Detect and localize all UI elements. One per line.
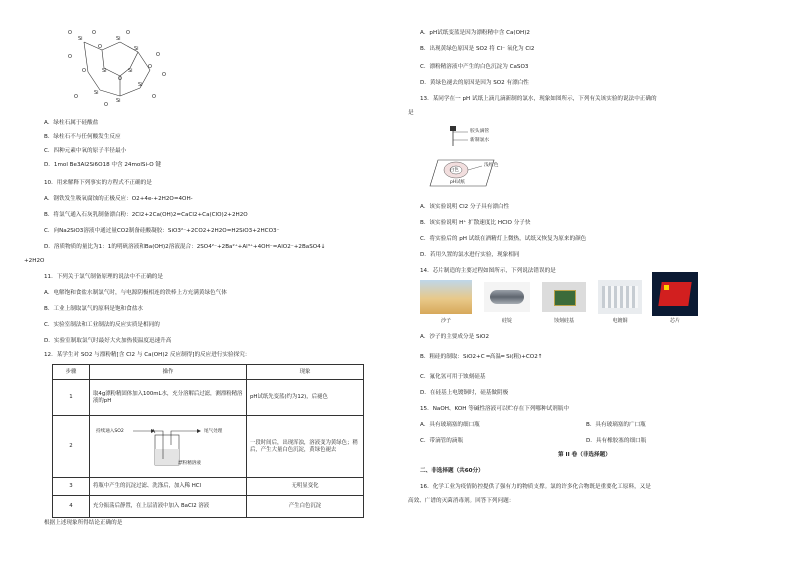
svg-text:O: O <box>148 64 152 70</box>
q10-option-d: D．溶质物质的量比为1：1的明矾溶液和Ba(OH)2溶液混合：2SO4²⁻+2Ba²⁺+Al³⁺+4OH⁻=AlO2⁻+2BaSO4↓ <box>44 244 326 250</box>
label-copper-plating: 电镀铜 <box>612 318 628 324</box>
q16-stem: 16．化学工业为疫情防控提供了强有力的物质支撑。氯的许多化合物既是重要化工原料，又是 <box>420 484 651 490</box>
q13-stem: 13．某同学在一 pH 试纸上滴几滴新制的氯水，现象如图所示，下列有关该实验的说法中正确的 <box>420 96 657 102</box>
svg-text:O: O <box>162 72 166 78</box>
svg-text:O: O <box>156 52 160 58</box>
silicon-ingot-image <box>484 282 530 312</box>
label-chip: 芯片 <box>669 318 680 324</box>
fig-water-label: 新制氯水 <box>470 138 490 143</box>
q15-option-d: D．具有橡胶塞的细口瓶 <box>586 438 647 444</box>
q14-option-d: D．在硅基上电镀铜时，硅基做阴极 <box>420 390 509 396</box>
table-row <box>53 496 364 518</box>
q9-option-b: B．绿柱石不与任何酸发生反应 <box>44 134 121 140</box>
q11-option-b: B．工业上制取氯气的原料是饱和食盐水 <box>44 306 143 312</box>
svg-text:O: O <box>92 30 96 36</box>
row4-observation: 产生白色沉淀 <box>247 496 364 518</box>
q9-option-a: A．绿柱石属于硅酸盐 <box>44 120 99 126</box>
beryl-structure-figure <box>64 28 174 108</box>
fig-white-label: 白色 <box>450 168 459 173</box>
copper-plating-image <box>598 280 642 314</box>
row3-step: 3 <box>53 478 90 496</box>
apparatus-outlet-label: 尾气处理 <box>204 429 223 434</box>
fig-dropper-label: 胶头滴管 <box>470 129 490 134</box>
svg-text:O: O <box>118 76 122 82</box>
q12-option-c: C．漂粉精溶液中产生的白色沉淀为 CaSO3 <box>420 64 529 70</box>
svg-text:O: O <box>98 44 102 50</box>
table-row <box>53 416 364 478</box>
label-etched-silicon: 蚀刻硅基 <box>553 318 574 324</box>
svg-text:O: O <box>74 94 78 100</box>
row4-step: 4 <box>53 496 90 518</box>
q10-option-b: B．将氯气通入石灰乳制备漂白粉：2Cl2+2Ca(OH)2=CaCl2+Ca(ClO)2+2H2O <box>44 212 248 218</box>
row4-operation: 充分振荡后静置，在上层清液中加入 BaCl2 溶液 <box>90 496 247 518</box>
q14-stem: 14．芯片制造的主要过程如图所示，下列说法错误的是 <box>420 268 556 274</box>
table-row <box>53 380 364 416</box>
table-row <box>53 478 364 496</box>
q16-stem-cont: 高效、广谱的灭菌消毒剂。回答下列问题： <box>408 498 515 504</box>
svg-text:O: O <box>68 30 72 36</box>
q12-option-d: D．黄绿色褪去的原因是因为 SO2 有漂白性 <box>420 80 529 86</box>
q14-option-a: A．沙子的主要成分是 SiO2 <box>420 334 490 340</box>
header-observation: 现象 <box>247 365 364 380</box>
q11-option-c: C．实验室制法和工业制法的反应实质是相同的 <box>44 322 160 328</box>
q15-stem: 15．NaOH、KOH 等碱性溶液可以贮存在下列哪种试剂瓶中 <box>420 406 569 412</box>
row1-step: 1 <box>53 380 90 416</box>
sand-image <box>420 280 472 314</box>
svg-text:Si: Si <box>94 90 99 96</box>
q12-experiment-table <box>52 364 364 518</box>
fig-paper-label: pH试纸 <box>450 180 465 185</box>
svg-text:O: O <box>68 54 72 60</box>
svg-text:O: O <box>152 94 156 100</box>
q11-option-a: A．电解饱和食盐水制氯气时，与电源阴极相连的铁棒上方充满黄绿色气体 <box>44 290 227 296</box>
row3-observation: 无明显变化 <box>247 478 364 496</box>
q12-conclusion: 根据上述现象所得结论正确的是 <box>44 520 123 526</box>
row2-apparatus-cell <box>90 416 247 478</box>
apparatus-inlet-label: 持续通入SO2 <box>96 429 124 434</box>
q9-option-d: D．1mol Be3Al2Si6O18 中含 24molSi-O 键 <box>44 162 161 168</box>
fig-red-label: 浅红色 <box>484 163 499 168</box>
svg-text:Si: Si <box>138 82 143 88</box>
svg-text:Si: Si <box>78 36 83 42</box>
q13-option-d: D．若用久置的氯水进行实验，现象相同 <box>420 252 520 258</box>
header-operation: 操作 <box>90 365 247 380</box>
table-header-row <box>53 365 364 380</box>
label-silicon-ingot: 硅锭 <box>501 318 512 324</box>
q10-option-a: A．钢铁发生吸氧腐蚀的正极反应：O2+4e-+2H2O=4OH- <box>44 196 193 202</box>
section-title: 第 II 卷（非选择题） <box>558 452 611 458</box>
q11-stem: 11．下列关于氯气制备原理的说法中不正确的是 <box>44 274 163 280</box>
svg-text:O: O <box>126 30 130 36</box>
q10-option-d-cont: +2H2O <box>24 258 45 264</box>
part2-heading: 二、非选择题（共60分） <box>420 468 484 474</box>
q10-stem: 10．用来解释下列事实的方程式不正确的是 <box>44 180 152 186</box>
q13-option-b: B．该实验说明 H⁺ 扩散速度比 HClO 分子快 <box>420 220 531 226</box>
q12-option-a: A．pH试纸变蓝是因为漂粉精中含 Ca(OH)2 <box>420 30 530 36</box>
q15-option-a: A．具有玻璃塞的细口瓶 <box>420 422 480 428</box>
q10-option-c: C．向Na2SiO3溶液中通过量CO2制备硅酸凝胶：SiO3²⁻+2CO2+2H2O=H2SiO3+2HCO3⁻ <box>44 228 280 234</box>
svg-text:Si: Si <box>116 36 121 42</box>
row1-observation: pH试纸先变蓝(约为12)，后褪色 <box>247 380 364 416</box>
q14-option-c: C．氟化氢可用于蚀刻硅基 <box>420 374 486 380</box>
q12-stem: 12．某学生对 SO2 与漂粉精[含 Cl2 与 Ca(OH)2 反应制得]的反应进行实验探究： <box>44 352 251 358</box>
etched-silicon-image <box>542 282 586 312</box>
chip-image <box>652 272 698 316</box>
q12-option-b: B．出现黄绿色原因是 SO2 将 Cl⁻ 氧化为 Cl2 <box>420 46 535 52</box>
svg-text:Si: Si <box>102 68 107 74</box>
svg-text:Si: Si <box>128 68 133 74</box>
q13-option-a: A．该实验说明 Cl2 分子具有漂白性 <box>420 204 510 210</box>
q13-stem-cont: 是 <box>408 110 414 116</box>
q13-option-c: C．将实验后的 pH 试纸在酒精灯上微热，试纸又恢复为原来的颜色 <box>420 236 587 242</box>
row1-operation: 取4g漂粉精固体加入100mL水，充分溶解后过滤，测漂粉精溶液的pH <box>90 380 247 416</box>
header-step: 步骤 <box>53 365 90 380</box>
gas-bottle-apparatus <box>93 419 233 471</box>
row3-operation: 将瓶中产生的沉淀过滤、洗涤后，加入稀 HCl <box>90 478 247 496</box>
q15-option-b: B．具有玻璃塞的广口瓶 <box>586 422 646 428</box>
q11-option-d: D．实验室制取氯气时最好大火加热使温度迅速升高 <box>44 338 172 344</box>
svg-text:O: O <box>104 102 108 108</box>
row2-step: 2 <box>53 416 90 478</box>
q15-option-c: C．带滴管的滴瓶 <box>420 438 464 444</box>
row2-observation: 一段时间后，出现浑浊，溶液变为黄绿色；稍后，产生大量白色沉淀，黄绿色褪去 <box>247 416 364 478</box>
svg-text:Si: Si <box>134 46 139 52</box>
apparatus-liquid-label: 漂粉精溶液 <box>178 461 201 466</box>
q14-option-b: B．粗硅的制取：SiO2+C ═高温═ Si(粗)+CO2↑ <box>420 354 543 360</box>
svg-text:Si: Si <box>116 98 121 104</box>
label-sand: 沙子 <box>440 318 451 324</box>
svg-text:O: O <box>82 68 86 74</box>
q9-option-c: C．四种元素中氧的原子半径最小 <box>44 148 127 154</box>
